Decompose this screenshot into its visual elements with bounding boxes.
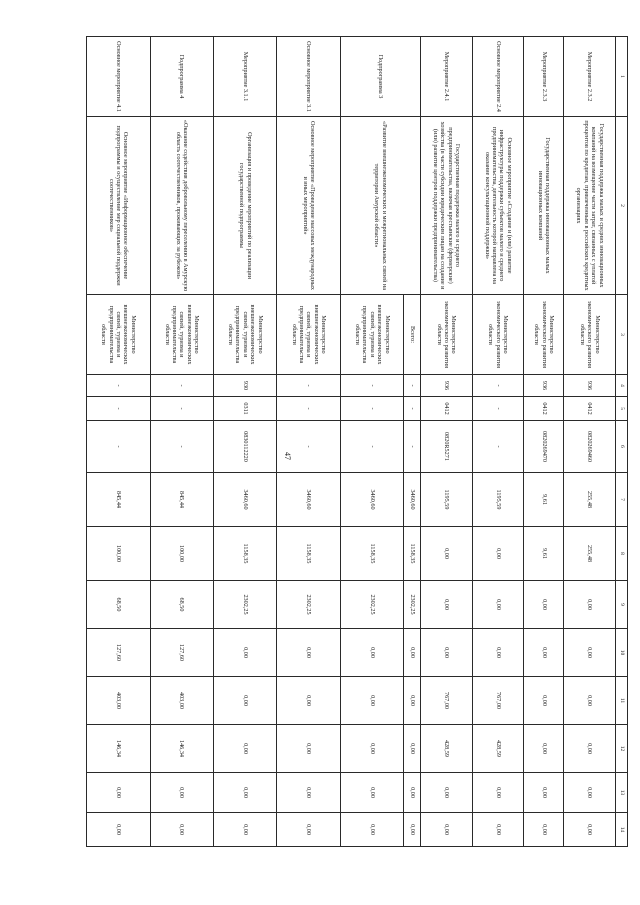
row-executor: Министерство внешнеэкономических связей, туризма и предпринимательства области (87, 295, 151, 375)
row-code: Подпрограмма 3 (340, 37, 420, 117)
row-executor: Министерство экономического развития области (524, 295, 564, 375)
cell-value: 0,00 (340, 725, 403, 773)
cell-value: 1158,35 (340, 527, 403, 581)
cell-total: 845,44 (87, 473, 151, 527)
row-executor: Министерство внешнеэкономических связей, туризма и предпринимательства области (150, 295, 213, 375)
cell-value: 1158,35 (404, 527, 420, 581)
cell-csr: - (87, 421, 151, 473)
col-header: 14 (616, 813, 628, 847)
cell-value: 2302,25 (340, 581, 403, 629)
cell-value: 0,00 (420, 773, 472, 813)
cell-value: 0,00 (472, 813, 524, 847)
cell-value: 0,00 (564, 813, 616, 847)
col-header: 3 (616, 295, 628, 375)
row-title: Государственная поддержка малых и средних инновационных компаний на возмещение части затрат, связанных с уплатой процентов по кредитам, привлеченным в российских кредитных организациях (564, 117, 616, 295)
cell-value: 0,00 (277, 629, 340, 677)
table-row (87, 37, 151, 847)
cell-value: 1158,35 (277, 527, 340, 581)
cell-csr: - (277, 421, 340, 473)
cell-grbs: - (150, 375, 213, 397)
row-executor: Министерство внешнеэкономических связей, туризма и предпринимательства области (277, 295, 340, 375)
cell-grbs: 936 (420, 375, 472, 397)
col-header: 10 (616, 629, 628, 677)
cell-value: 9,61 (524, 527, 564, 581)
cell-grbs: - (340, 375, 403, 397)
cell-value: 0,00 (340, 629, 403, 677)
row-title: Основное мероприятие «Информационное обеспечение подпрограммы и осуществление мер социальной поддержки соотечественников» (87, 117, 151, 295)
cell-value: 68,50 (150, 581, 213, 629)
table-row (524, 37, 564, 847)
cell-grbs: - (277, 375, 340, 397)
cell-value: 0,00 (87, 773, 151, 813)
cell-value: 0,00 (524, 581, 564, 629)
cell-value: 403,00 (150, 677, 213, 725)
cell-value: 0,00 (87, 813, 151, 847)
budget-table (86, 36, 628, 847)
cell-rzpr: 0412 (524, 397, 564, 421)
col-header: 11 (616, 677, 628, 725)
cell-value: 0,00 (277, 773, 340, 813)
cell-value: 0,00 (404, 725, 420, 773)
cell-value: 100,00 (87, 527, 151, 581)
cell-total: 845,44 (150, 473, 213, 527)
col-header: 13 (616, 773, 628, 813)
cell-value: 146,34 (150, 725, 213, 773)
cell-csr: 0820269470 (524, 421, 564, 473)
cell-value: 428,59 (420, 725, 472, 773)
row-code: Мероприятие 2.3.3 (524, 37, 564, 117)
cell-value: 0,00 (420, 527, 472, 581)
cell-value: 0,00 (213, 629, 276, 677)
cell-value: 0,00 (340, 813, 403, 847)
row-executor: Министерство экономического развития области (472, 295, 524, 375)
cell-value: 0,00 (213, 725, 276, 773)
rotated-table-container (86, 36, 628, 846)
cell-value: 0,00 (213, 813, 276, 847)
row-title: «Оказание содействия добровольному переселению в Амурскую область соотечественников, проживающих за рубежом» (150, 117, 213, 295)
cell-rzpr: - (87, 397, 151, 421)
row-code: Подпрограмма 4 (150, 37, 213, 117)
cell-csr: - (150, 421, 213, 473)
cell-rzpr: - (150, 397, 213, 421)
cell-value: 127,60 (87, 629, 151, 677)
cell-value: 767,00 (472, 677, 524, 725)
cell-value: 0,00 (150, 773, 213, 813)
cell-value: 0,00 (420, 581, 472, 629)
cell-total: 255,48 (564, 473, 616, 527)
cell-grbs: 936 (524, 375, 564, 397)
cell-value: 68,50 (87, 581, 151, 629)
cell-csr: 0830112220 (213, 421, 276, 473)
cell-total: 1195,59 (420, 473, 472, 527)
cell-value: 0,00 (472, 581, 524, 629)
col-header: 7 (616, 473, 628, 527)
cell-value: 428,59 (472, 725, 524, 773)
cell-value: 0,00 (150, 813, 213, 847)
col-header: 1 (616, 37, 628, 117)
header-row (616, 37, 628, 847)
cell-value: 0,00 (404, 773, 420, 813)
cell-total: 9,61 (524, 473, 564, 527)
cell-csr: - (404, 421, 420, 473)
row-title: «Развитие внешнеэкономических и межрегиональных связей на территории Амурской области» (340, 117, 420, 295)
cell-value: 0,00 (472, 629, 524, 677)
cell-csr: 0820269460 (564, 421, 616, 473)
cell-value: 0,00 (340, 773, 403, 813)
row-title: Организация и проведение мероприятий по реализации государственной подпрограммы (213, 117, 276, 295)
row-code: Основное мероприятие 3.1 (277, 37, 340, 117)
cell-value: 0,00 (472, 527, 524, 581)
cell-rzpr: - (472, 397, 524, 421)
col-header: 12 (616, 725, 628, 773)
table-row (277, 37, 340, 847)
cell-total: 3460,60 (213, 473, 276, 527)
cell-grbs: - (404, 375, 420, 397)
col-header: 6 (616, 421, 628, 473)
table-row (404, 37, 420, 847)
col-header: 2 (616, 117, 628, 295)
cell-value: 403,00 (87, 677, 151, 725)
cell-grbs: 936 (564, 375, 616, 397)
cell-value: 0,00 (277, 725, 340, 773)
cell-value: 0,00 (277, 813, 340, 847)
table-row (150, 37, 213, 847)
cell-value: 146,34 (87, 725, 151, 773)
cell-value: 0,00 (524, 773, 564, 813)
cell-total: 1195,59 (472, 473, 524, 527)
cell-value: 100,00 (150, 527, 213, 581)
cell-total: 3460,60 (277, 473, 340, 527)
row-title: Основное мероприятие «Проведение массовых международных и иных мероприятий» (277, 117, 340, 295)
cell-value: 1158,35 (213, 527, 276, 581)
cell-value: 2302,25 (404, 581, 420, 629)
cell-value: 0,00 (524, 629, 564, 677)
row-code: Основное мероприятие 2.4 (472, 37, 524, 117)
cell-value: 0,00 (564, 629, 616, 677)
page-number: 47 (283, 452, 292, 460)
cell-value: 0,00 (213, 677, 276, 725)
cell-grbs: - (472, 375, 524, 397)
cell-total: 3460,60 (340, 473, 403, 527)
cell-csr: 0820R5271 (420, 421, 472, 473)
table-row (472, 37, 524, 847)
cell-csr: - (340, 421, 403, 473)
cell-rzpr: 0311 (213, 397, 276, 421)
row-code: Основное мероприятие 4.1 (87, 37, 151, 117)
cell-rzpr: - (340, 397, 403, 421)
cell-rzpr: 0412 (420, 397, 472, 421)
cell-value: 0,00 (564, 773, 616, 813)
cell-value: 0,00 (524, 813, 564, 847)
row-executor: Министерство экономического развития области (420, 295, 472, 375)
cell-value: 0,00 (420, 629, 472, 677)
cell-value: 0,00 (420, 813, 472, 847)
cell-value: 255,48 (564, 527, 616, 581)
cell-value: 767,00 (420, 677, 472, 725)
cell-grbs: - (87, 375, 151, 397)
cell-rzpr: - (277, 397, 340, 421)
cell-value: 0,00 (564, 581, 616, 629)
cell-total: 3460,60 (404, 473, 420, 527)
row-executor: Министерство внешнеэкономических связей, туризма и предпринимательства области (213, 295, 276, 375)
cell-value: 0,00 (404, 677, 420, 725)
cell-value: 0,00 (213, 773, 276, 813)
cell-value: 0,00 (404, 813, 420, 847)
col-header: 8 (616, 527, 628, 581)
table-row (213, 37, 276, 847)
row-code: Мероприятие 2.4.1 (420, 37, 472, 117)
row-executor-total: Всего: (404, 295, 420, 375)
row-title: Государственная поддержка инновационных малых инновационных компаний (524, 117, 564, 295)
cell-value: 0,00 (564, 677, 616, 725)
cell-value: 2302,25 (277, 581, 340, 629)
cell-csr: - (472, 421, 524, 473)
cell-value: 0,00 (524, 677, 564, 725)
table-row (564, 37, 616, 847)
cell-value: 0,00 (404, 629, 420, 677)
row-title: Государственная поддержка малого и среднего предпринимательства, включая крестьянские (фермерские) хозяйства (в части субсидии юридическим лицам на создание и (или) развитие центров поддержки предпринимательства) (420, 117, 472, 295)
cell-value: 0,00 (277, 677, 340, 725)
cell-value: 2302,25 (213, 581, 276, 629)
cell-rzpr: - (404, 397, 420, 421)
row-code: Мероприятие 2.3.2 (564, 37, 616, 117)
cell-value: 0,00 (524, 725, 564, 773)
row-executor: Министерство экономического развития области (564, 295, 616, 375)
col-header: 9 (616, 581, 628, 629)
col-header: 5 (616, 397, 628, 421)
cell-value: 0,00 (340, 677, 403, 725)
cell-grbs: 930 (213, 375, 276, 397)
cell-value: 127,60 (150, 629, 213, 677)
table-row (420, 37, 472, 847)
row-executor: Министерство внешнеэкономических связей, туризма и предпринимательства области (340, 295, 403, 375)
row-title: Основное мероприятие «Создание и (или) развитие инфраструктуры поддержки субъектов малого и среднего предпринимательства, деятельность которой направлена на оказание консультационной поддержки» (472, 117, 524, 295)
cell-value: 0,00 (564, 725, 616, 773)
col-header: 4 (616, 375, 628, 397)
cell-rzpr: 0412 (564, 397, 616, 421)
cell-value: 0,00 (472, 773, 524, 813)
row-code: Мероприятие 3.1.1 (213, 37, 276, 117)
